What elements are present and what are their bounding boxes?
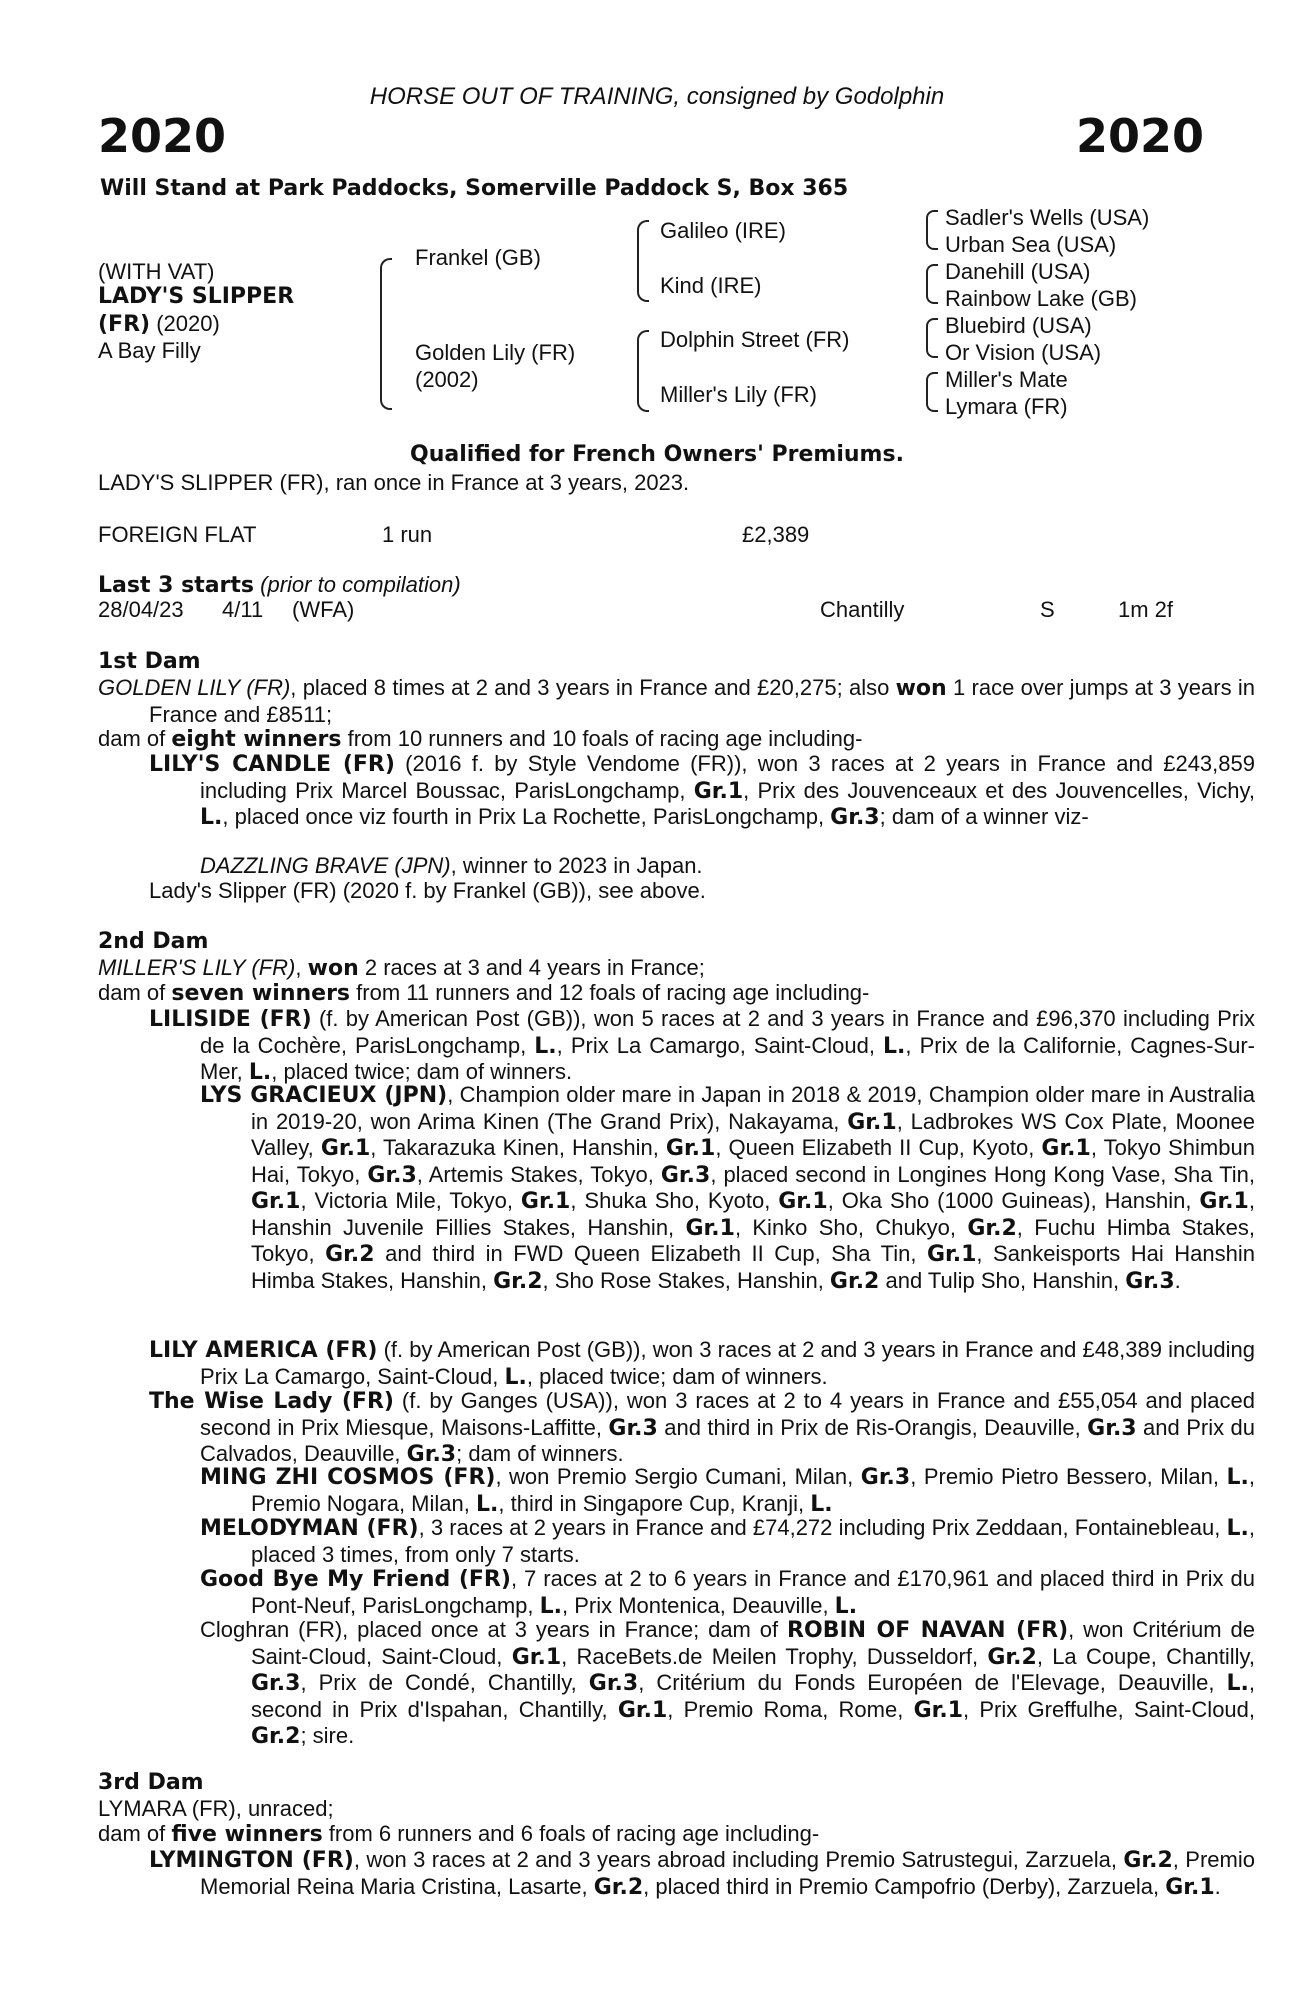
g3-4: Rainbow Lake (GB) — [945, 286, 1137, 311]
g3-3: Danehill (USA) — [945, 259, 1091, 284]
dam2-wise-lady: The Wise Lady (FR) (f. by Ganges (USA)), won 3 races at 2 to 4 years in France and £55,054 and placed second in Prix Miesque, Maisons-Laffitte, Gr.3 and third in Prix de Ris-Orangis, Deauville, Gr.3 and Prix du Calvados, Deauville, Gr.3; dam of winners. — [149, 1388, 1256, 1467]
pedigree-bracket-2b — [637, 330, 649, 412]
dam2-heading: 2nd Dam — [98, 929, 209, 954]
year-left: 2020 — [98, 109, 227, 163]
dam3-lymington: LYMINGTON (FR), won 3 races at 2 and 3 years abroad including Premio Satrustegui, Zarzuela, Gr.2, Premio Memorial Reina Maria Cristina, Lasarte, Gr.2, placed third in Premio Campofrio (Derby), Zarzuela, Gr.1. — [149, 1847, 1255, 1900]
start-place: 4/11 — [222, 597, 264, 622]
premiums-note: Qualified for French Owners' Premiums. — [410, 442, 904, 467]
pedigree-bracket-2a — [637, 220, 649, 302]
dam2-cloghran: Cloghran (FR), placed once at 3 years in France; dam of ROBIN OF NAVAN (FR), won Critérium de Saint-Cloud, Saint-Cloud, Gr.1, RaceBets.de Meilen Trophy, Dusseldorf, Gr.2, La Coupe, Chantilly, Gr.3, Prix de Condé, Chantilly, Gr.3, Critérium du Fonds Européen de l'Elevage, Deauville, L., second in Prix d'Ispahan, Chantilly, Gr.1, Premio Roma, Rome, Gr.1, Prix Greffulhe, Saint-Cloud, Gr.2; sire. — [200, 1617, 1256, 1749]
dam2-liliside: LILISIDE (FR) (f. by American Post (GB)), won 5 races at 2 and 3 years in France and £96,370 including Prix de la Cochère, ParisLongchamp, L., Prix La Camargo, Saint-Cloud, L., Prix de la Californie, Cagnes-Sur-Mer, L., placed twice; dam of winners. — [149, 1006, 1255, 1085]
sire-dam: Kind (IRE) — [660, 273, 762, 298]
start-distance: 1m 2f — [1118, 597, 1174, 622]
last-starts-heading: Last 3 starts (prior to compilation) — [98, 572, 461, 598]
dam3-produce: dam of five winners from 6 runners and 6 foals of racing age including- — [98, 1821, 820, 1847]
horse-name: LADY'S SLIPPER — [98, 284, 295, 309]
dam3-paragraph: LYMARA (FR), unraced; — [98, 1796, 334, 1821]
start-date: 28/04/23 — [98, 597, 184, 622]
consignment-header: HORSE OUT OF TRAINING, consigned by Godolphin — [369, 83, 945, 110]
g3-1: Sadler's Wells (USA) — [945, 205, 1150, 230]
pedigree-bracket-1 — [380, 258, 392, 410]
pedigree-bracket-3c — [926, 318, 938, 358]
record-earnings: £2,389 — [742, 522, 810, 547]
pedigree-bracket-3a — [926, 210, 938, 250]
dam1-paragraph: GOLDEN LILY (FR), placed 8 times at 2 and 3 years in France and £20,275; also won 1 race over jumps at 3 years in France and £8511; — [98, 675, 1255, 727]
horse-origin-year: (FR) (2020) — [98, 311, 220, 337]
dam2-produce: dam of seven winners from 11 runners and 12 foals of racing age including- — [98, 980, 870, 1006]
g3-5: Bluebird (USA) — [945, 313, 1092, 338]
vat-note: (WITH VAT) — [98, 259, 215, 284]
race-summary: LADY'S SLIPPER (FR), ran once in France at 3 years, 2023. — [98, 470, 690, 495]
dam2-paragraph: MILLER'S LILY (FR), won 2 races at 3 and 4 years in France; — [98, 955, 705, 981]
dam-year: (2002) — [415, 367, 479, 392]
dam2-melodyman: MELODYMAN (FR), 3 races at 2 years in France and £74,272 including Prix Zeddaan, Fontainebleau, L., placed 3 times, from only 7 starts. — [200, 1515, 1255, 1567]
start-course: Chantilly — [820, 597, 905, 622]
dam2-lily-america: LILY AMERICA (FR) (f. by American Post (GB)), won 3 races at 2 and 3 years in France and £48,389 including Prix La Camargo, Saint-Cloud, L., placed twice; dam of winners. — [149, 1337, 1255, 1390]
dam-sire: Dolphin Street (FR) — [660, 327, 850, 352]
year-right: 2020 — [1075, 109, 1204, 163]
sire: Frankel (GB) — [415, 245, 541, 270]
dam1-dazzling-brave: DAZZLING BRAVE (JPN), winner to 2023 in Japan. — [200, 853, 703, 878]
sire-sire: Galileo (IRE) — [660, 218, 786, 243]
g3-6: Or Vision (USA) — [945, 340, 1102, 365]
pedigree-bracket-3d — [926, 372, 938, 412]
dam2-ming-zhi-cosmos: MING ZHI COSMOS (FR), won Premio Sergio Cumani, Milan, Gr.3, Premio Pietro Bessero, Milan, L., Premio Nogara, Milan, L., third in Singapore Cup, Kranji, L. — [200, 1464, 1255, 1517]
g3-7: Miller's Mate — [945, 367, 1068, 392]
dam2-good-bye-my-friend: Good Bye My Friend (FR), 7 races at 2 to 6 years in France and £170,961 and placed third in Prix du Pont-Neuf, ParisLongchamp, L., Prix Montenica, Deauville, L. — [200, 1566, 1256, 1619]
start-going: S — [1040, 597, 1055, 622]
record-label: FOREIGN FLAT — [98, 522, 257, 547]
g3-8: Lymara (FR) — [945, 394, 1068, 419]
stand-location: Will Stand at Park Paddocks, Somerville Paddock S, Box 365 — [100, 176, 849, 201]
dam1-heading: 1st Dam — [98, 649, 201, 674]
dam3-heading: 3rd Dam — [98, 1770, 204, 1795]
dam1-ladys-slipper: Lady's Slipper (FR) (2020 f. by Frankel (GB)), see above. — [149, 878, 706, 903]
dam: Golden Lily (FR) — [415, 340, 576, 365]
dam2-lys-gracieux: LYS GRACIEUX (JPN), Champion older mare in Japan in 2018 & 2019, Champion older mare in Australia in 2019-20, won Arima Kinen (The Grand Prix), Nakayama, Gr.1, Ladbrokes WS Cox Plate, Moonee Valley, Gr.1, Takarazuka Kinen, Hanshin, Gr.1, Queen Elizabeth II Cup, Kyoto, Gr.1, Tokyo Shimbun Hai, Tokyo, Gr.3, Artemis Stakes, Tokyo, Gr.3, placed second in Longines Hong Kong Vase, Sha Tin, Gr.1, Victoria Mile, Tokyo, Gr.1, Shuka Sho, Kyoto, Gr.1, Oka Sho (1000 Guineas), Hanshin, Gr.1, Hanshin Juvenile Fillies Stakes, Hanshin, Gr.1, Kinko Sho, Chukyo, Gr.2, Fuchu Himba Stakes, Tokyo, Gr.2 and third in FWD Queen Elizabeth II Cup, Sha Tin, Gr.1, Sankeisports Hai Hanshin Himba Stakes, Hanshin, Gr.2, Sho Rose Stakes, Hanshin, Gr.2 and Tulip Sho, Hanshin, Gr.3. — [200, 1082, 1256, 1294]
dam1-lilys-candle: LILY'S CANDLE (FR) (2016 f. by Style Vendome (FR)), won 3 races at 2 years in France and £243,859 including Prix Marcel Boussac, ParisLongchamp, Gr.1, Prix des Jouvenceaux et des Jouvencelles, Vichy, L., placed once viz fourth in Prix La Rochette, ParisLongchamp, Gr.3; dam of a winner viz- — [149, 751, 1255, 830]
dam-dam: Miller's Lily (FR) — [660, 382, 817, 407]
dam1-produce: dam of eight winners from 10 runners and 10 foals of racing age including- — [98, 726, 863, 752]
g3-2: Urban Sea (USA) — [945, 232, 1117, 257]
start-note: (WFA) — [292, 597, 355, 622]
record-runs: 1 run — [382, 522, 433, 547]
horse-description: A Bay Filly — [98, 338, 201, 363]
pedigree-bracket-3b — [926, 264, 938, 304]
